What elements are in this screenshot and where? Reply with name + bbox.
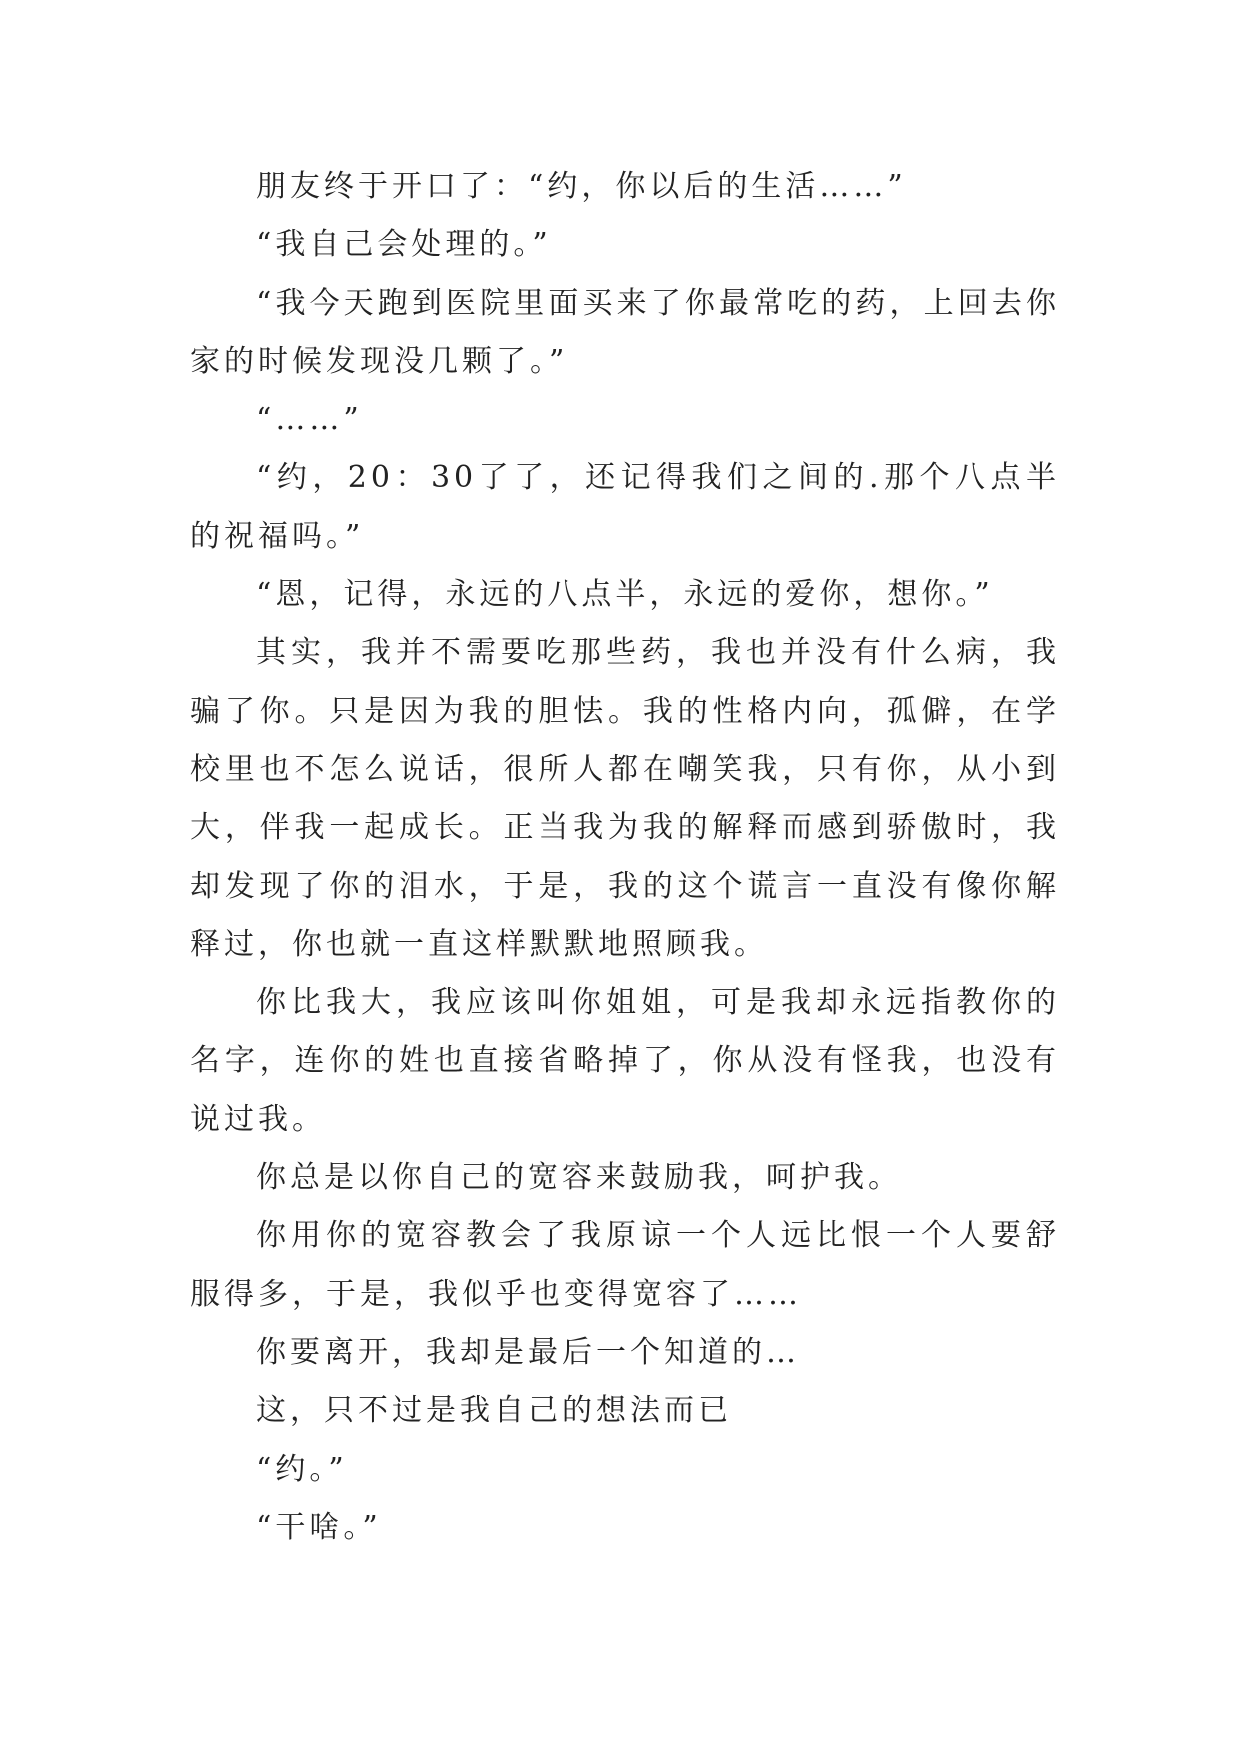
paragraph: 你总是以你自己的宽容来鼓励我，呵护我。	[256, 1160, 902, 1196]
paragraph: “约，20：30了了，还记得我们之间的.那个八点半的祝福吗。”	[190, 460, 1060, 554]
paragraph: “我自己会处理的。”	[256, 227, 552, 263]
paragraph: 你比我大，我应该叫你姐姐，可是我却永远指教你的名字，连你的姓也直接省略掉了，你从没有怪我，也没有说过我。	[190, 985, 1060, 1137]
paragraph: “恩，记得，永远的八点半，永远的爱你，想你。”	[256, 577, 994, 613]
paragraph: 你要离开，我却是最后一个知道的…	[256, 1334, 800, 1370]
paragraph: 朋友终于开口了：“约，你以后的生活……”	[256, 169, 907, 204]
paragraph: 你用你的宽容教会了我原谅一个人远比恨一个人要舒服得多，于是，我似乎也变得宽容了……	[190, 1218, 1060, 1312]
paragraph: 其实，我并不需要吃那些药，我也并没有什么病，我骗了你。只是因为我的胆怯。我的性格内向，孤僻，在学校里也不怎么说话，很所人都在嘲笑我，只有你，从小到大，伴我一起成长。正当我为我的解释而感到骄傲时，我却发现了你的泪水，于是，我的这个谎言一直没有像你解释过，你也就一直这样默默地照顾我。	[190, 635, 1060, 962]
paragraph: “干啥。”	[256, 1509, 382, 1545]
paragraph: “……”	[256, 402, 363, 438]
paragraph: 这，只不过是我自己的想法而已	[256, 1393, 732, 1429]
paragraph: “我今天跑到医院里面买来了你最常吃的药，上回去你家的时候发现没几颗了。”	[190, 285, 1060, 379]
paragraph: “约。”	[256, 1451, 348, 1487]
document-body	[190, 158, 1060, 1557]
